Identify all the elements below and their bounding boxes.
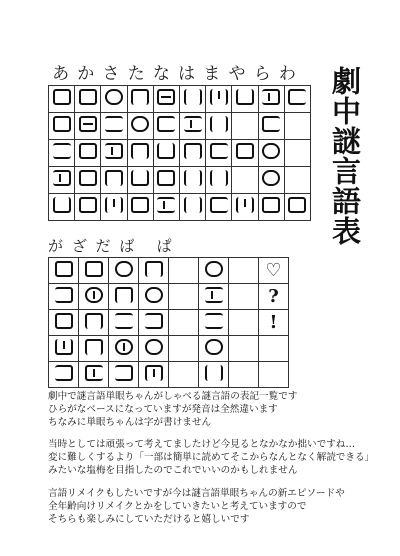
script-glyph [184, 170, 202, 186]
glyph-cell [229, 284, 259, 310]
script-glyph [53, 89, 71, 105]
script-glyph [79, 89, 97, 105]
glyph-cell [199, 284, 229, 310]
glyph-cell [179, 140, 205, 167]
glyph-cell [206, 140, 232, 167]
glyph-cell [229, 258, 259, 284]
script-glyph [131, 143, 149, 159]
glyph-cell [127, 113, 153, 140]
glyph-cell [127, 194, 153, 221]
glyph-cell [75, 167, 101, 194]
glyph-cell [258, 194, 284, 221]
glyph-cell [109, 310, 139, 336]
glyph-cell [284, 194, 310, 221]
glyph-cell [169, 310, 199, 336]
script-glyph [145, 339, 163, 355]
glyph-cell [229, 362, 259, 388]
glyph-cell [259, 310, 289, 336]
script-glyph [157, 170, 175, 186]
header-char: は [178, 64, 196, 84]
script-glyph [105, 116, 123, 132]
glyph-cell [258, 86, 284, 113]
text-line: 変に難しくするより「一部は簡単に読めてそこからなんとなく解読できる」 [48, 452, 375, 464]
glyph-cell [109, 284, 139, 310]
script-glyph [210, 89, 228, 105]
description-paragraph-3 [48, 487, 368, 527]
glyph-cell [206, 167, 232, 194]
script-glyph [184, 143, 202, 159]
script-glyph [53, 116, 71, 132]
glyph-cell [206, 113, 232, 140]
glyph-cell [284, 140, 310, 167]
script-glyph [145, 365, 163, 381]
glyph-cell [232, 86, 258, 113]
glyph-cell [75, 140, 101, 167]
script-glyph [79, 170, 97, 186]
header-char: か [77, 64, 95, 84]
glyph-cell [49, 258, 79, 284]
glyph-cell [127, 140, 153, 167]
glyph-cell [179, 167, 205, 194]
glyph-cell [139, 284, 169, 310]
glyph-cell [169, 258, 199, 284]
glyph-cell [139, 336, 169, 362]
script-glyph [288, 197, 306, 213]
glyph-cell [232, 167, 258, 194]
script-glyph [105, 143, 123, 159]
text-line: ひらがなベースになっていますが発音は全然違います [48, 404, 278, 416]
text-line: 全年齢向けリメイクとかをしていきたいと考えていますので [48, 501, 307, 513]
script-glyph [210, 170, 228, 186]
glyph-cell [259, 284, 289, 310]
script-glyph [145, 313, 163, 329]
symbol-glyph: ! [269, 312, 278, 333]
script-glyph [262, 170, 280, 186]
glyph-cell [229, 336, 259, 362]
glyph-cell [75, 194, 101, 221]
glyph-cell [109, 258, 139, 284]
text-line: 当時としては頑張って考えてましたけど今見るとなかなか拙いですね… [48, 439, 355, 450]
script-glyph [55, 287, 73, 303]
script-glyph [288, 89, 306, 105]
glyph-cell [49, 167, 75, 194]
glyph-cell [49, 194, 75, 221]
glyph-cell [284, 167, 310, 194]
script-glyph [184, 89, 202, 105]
glyph-cell [232, 140, 258, 167]
glyph-cell [259, 258, 289, 284]
glyph-cell [75, 113, 101, 140]
text-line: 劇中で謎言語単眼ちゃんがしゃべる謎言語の表記一覧です [48, 391, 298, 402]
header-char: た [127, 64, 145, 84]
glyph-cell [79, 284, 109, 310]
script-glyph [205, 313, 223, 329]
glyph-cell [79, 258, 109, 284]
gojuon-glyph-table [48, 85, 311, 221]
script-glyph [131, 170, 149, 186]
glyph-cell [49, 310, 79, 336]
glyph-cell [199, 258, 229, 284]
script-glyph [85, 365, 103, 381]
symbol-glyph: ? [268, 286, 279, 307]
glyph-cell [229, 310, 259, 336]
script-glyph [262, 197, 280, 213]
script-glyph [79, 143, 97, 159]
script-glyph [184, 197, 202, 213]
script-glyph [205, 365, 223, 381]
glyph-cell [109, 362, 139, 388]
glyph-cell [232, 194, 258, 221]
glyph-cell [49, 113, 75, 140]
glyph-cell [79, 310, 109, 336]
script-glyph [145, 287, 163, 303]
glyph-cell [49, 140, 75, 167]
script-glyph [105, 89, 123, 105]
script-glyph [105, 170, 123, 186]
glyph-cell [75, 86, 101, 113]
glyph-cell [139, 258, 169, 284]
description-paragraph-1 [48, 390, 368, 430]
glyph-cell [258, 140, 284, 167]
script-glyph [205, 287, 223, 303]
gojuon-header [48, 59, 300, 84]
script-glyph [105, 197, 123, 213]
script-glyph [131, 197, 149, 213]
script-glyph [79, 197, 97, 213]
script-glyph [262, 89, 280, 105]
glyph-cell [127, 167, 153, 194]
glyph-cell [284, 113, 310, 140]
script-glyph [262, 116, 280, 132]
script-glyph [157, 197, 175, 213]
glyph-cell [153, 167, 179, 194]
glyph-cell [199, 362, 229, 388]
glyph-cell [169, 362, 199, 388]
dakuon-header: が ざ だ ば ぱ [48, 237, 174, 255]
symbol-glyph: ♡ [265, 260, 282, 281]
script-glyph [115, 365, 133, 381]
glyph-cell [232, 113, 258, 140]
script-glyph [53, 143, 71, 159]
text-line: 言語リメイクもしたいですが今は謎言語単眼ちゃんの新エピソードや [48, 488, 345, 499]
script-glyph [115, 339, 133, 355]
script-glyph [236, 197, 254, 213]
glyph-cell [206, 86, 232, 113]
script-glyph [131, 116, 149, 132]
glyph-cell [284, 86, 310, 113]
script-glyph [53, 170, 71, 186]
glyph-cell [169, 336, 199, 362]
header-char: さ [102, 64, 120, 84]
glyph-cell [139, 310, 169, 336]
header-char: な [152, 64, 170, 84]
glyph-cell [49, 284, 79, 310]
glyph-cell [258, 113, 284, 140]
script-glyph [157, 116, 175, 132]
header-char: わ [278, 64, 296, 84]
script-glyph [55, 313, 73, 329]
script-glyph [157, 89, 175, 105]
page-title: 劇中謎言語表 [328, 66, 362, 246]
script-glyph [85, 313, 103, 329]
script-glyph [184, 116, 202, 132]
script-glyph [262, 143, 280, 159]
glyph-cell [259, 362, 289, 388]
glyph-cell [101, 86, 127, 113]
glyph-cell [169, 284, 199, 310]
glyph-cell [101, 167, 127, 194]
glyph-cell [206, 194, 232, 221]
glyph-cell [101, 113, 127, 140]
script-glyph [210, 143, 228, 159]
dakuon-glyph-table [48, 257, 289, 388]
script-glyph [85, 287, 103, 303]
glyph-cell [79, 362, 109, 388]
glyph-cell [109, 336, 139, 362]
script-glyph [55, 261, 73, 277]
script-glyph [210, 116, 228, 132]
script-glyph [210, 197, 228, 213]
script-glyph [236, 89, 254, 105]
script-glyph [205, 261, 223, 277]
script-glyph [236, 143, 254, 159]
script-glyph [115, 287, 133, 303]
text-line: そちらも楽しみにしていただけると嬉しいです [48, 514, 250, 526]
script-glyph [55, 339, 73, 355]
script-glyph [115, 313, 133, 329]
description-paragraph-2 [48, 438, 375, 478]
text-line: みたいな塩梅を目指したのでこれでいいのかもしれません [48, 465, 298, 477]
glyph-cell [79, 336, 109, 362]
glyph-cell [199, 310, 229, 336]
script-glyph [85, 339, 103, 355]
glyph-cell [153, 194, 179, 221]
glyph-cell [127, 86, 153, 113]
glyph-cell [101, 140, 127, 167]
text-line: ちなみに単眼ちゃんは字が書けません [48, 417, 212, 429]
glyph-cell [153, 113, 179, 140]
script-glyph [115, 261, 133, 277]
header-char: や [228, 64, 246, 84]
script-glyph [85, 261, 103, 277]
script-glyph [131, 89, 149, 105]
header-char: あ [52, 64, 70, 84]
glyph-cell [199, 336, 229, 362]
glyph-cell [258, 167, 284, 194]
header-char: ま [203, 64, 221, 84]
glyph-cell [179, 113, 205, 140]
glyph-cell [49, 336, 79, 362]
glyph-cell [179, 86, 205, 113]
script-glyph [53, 197, 71, 213]
glyph-cell [49, 362, 79, 388]
script-glyph [79, 116, 97, 132]
glyph-cell [153, 86, 179, 113]
glyph-cell [101, 194, 127, 221]
header-char: ら [253, 64, 271, 84]
script-glyph [157, 143, 175, 159]
glyph-cell [49, 86, 75, 113]
script-glyph [205, 339, 223, 355]
glyph-cell [259, 336, 289, 362]
glyph-cell [153, 140, 179, 167]
glyph-cell [139, 362, 169, 388]
script-glyph [145, 261, 163, 277]
glyph-cell [179, 194, 205, 221]
script-glyph [55, 365, 73, 381]
